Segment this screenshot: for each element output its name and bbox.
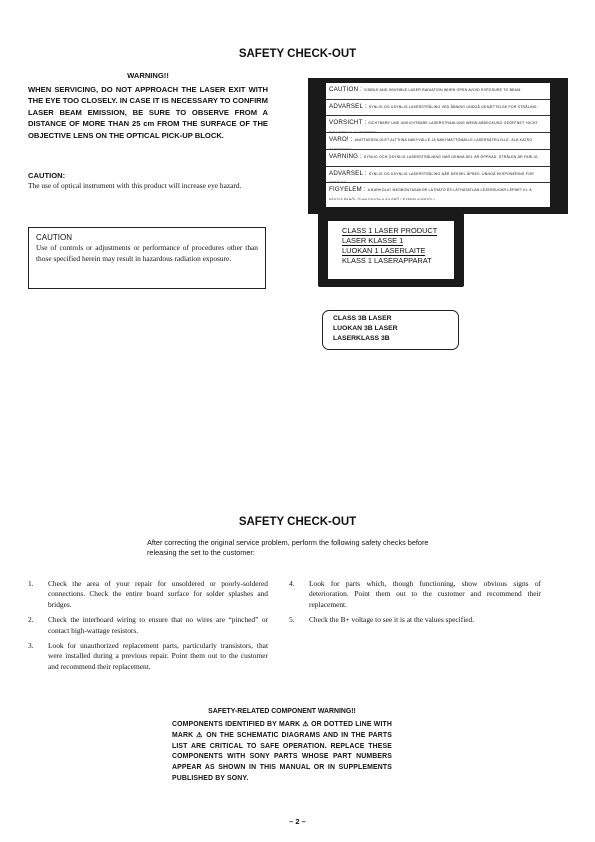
check-step (28, 615, 268, 636)
check-step-number: 3. (28, 641, 34, 651)
check-step-text: Look for parts which, though functioning, show obvious signs of deterioration. Point them out to the customer and recommend their replacement. (309, 579, 541, 609)
laser-warning-label-inner (326, 83, 550, 207)
steps-right-list (289, 579, 541, 631)
section-title-2: SAFETY CHECK-OUT (238, 516, 357, 528)
check-step-number: 2. (28, 615, 34, 625)
check-step-text: Look for unauthorized replacement parts, particularly transistors, that were installed during a previous repair. Point them out to the customer and recommend their replacement. (48, 641, 268, 671)
class3b-label (322, 310, 459, 350)
laser-label-row (326, 116, 550, 133)
class1-label-line: CLASS 1 LASER PRODUCT (342, 226, 438, 235)
check-step-text: Check the interboard wiring to ensure that no wires are “pinched” or contact high-wattage resistors. (48, 615, 268, 635)
warning-body: WHEN SERVICING, DO NOT APPROACH THE LASER EXIT WITH THE EYE TOO CLOSELY. IN CASE IT IS NECESSARY TO CONFIRM LASER BEAM EMISSION, BE SURE TO OBSERVE FROM A DISTANCE OF MORE THAN 25 cm FROM THE SURFACE OF THE OBJECTIVE LENS ON THE OPTICAL PICK-UP BLOCK. (28, 85, 268, 140)
laser-label-row-text: AVATTAESSA OLET ALTTIINA NÄKYVÄLLE JA NÄKYMÄTTÖMÄLLE LASERSÄTEILYLLE. ÄLÄ KATSO SÄTEESEEN. (329, 138, 533, 150)
laser-label-row (326, 83, 550, 100)
laser-label-row-heading: VARO! : (329, 136, 355, 144)
page-number: – 2 – (289, 817, 306, 826)
caution-box-body: Use of controls or adjustments or performance of procedures other than those specified herein may result in hazardous radiation exposure. (36, 243, 258, 263)
caution-box (28, 227, 266, 289)
class3b-label-line: CLASS 3B LASER (333, 315, 392, 322)
laser-label-row (326, 100, 550, 117)
class1-label-line: KLASS 1 LASERAPPARAT (342, 256, 432, 265)
check-step-text: Check the B+ voltage to see it is at the values specified. (309, 615, 475, 625)
laser-label-row (326, 133, 550, 150)
check-step (28, 579, 268, 610)
component-warning-body: COMPONENTS IDENTIFIED BY MARK ⚠ OR DOTTED LINE WITH MARK ⚠ ON THE SCHEMATIC DIAGRAMS AND IN THE PARTS LIST ARE CRITICAL TO SAFE OPERATION. REPLACE THESE COMPONENTS WITH SONY PARTS WHOSE PART NUMBERS APPEAR AS SHOWN IN THIS MANUAL OR IN SUPPLEMENTS PUBLISHED BY SONY. (172, 721, 392, 782)
page-title: SAFETY CHECK-OUT (238, 48, 357, 60)
laser-label-row-heading: VARNING : (329, 152, 364, 160)
check-step-number: 5. (289, 615, 295, 625)
check-step-text: Check the area of your repair for unsoldered or poorly-soldered connections. Check the entire board surface for solder splashes and bridges. (48, 579, 268, 609)
caution-body: The use of optical instrument with this product will increase eye hazard. (28, 181, 242, 190)
class1-label-line: LUOKAN 1 LASERLAITE (342, 246, 426, 255)
laser-label-row-heading: ADVARSEL : (329, 169, 369, 177)
laser-label-row-text: A BURKOLAT MEGBONTÁSAKOR LÁTHATÓ ÉS LÁTHATATLAN LÉZERSUGÁR LÉPHET KI. A KÉSZÜLÉKBŐL ÓVAKODJON A KILÉPŐ LÉZERSUGÁRTÓL! (329, 188, 532, 200)
laser-warning-label (308, 78, 568, 214)
laser-label-row-heading: FIGYELEM : (329, 186, 368, 194)
laser-label-row-text: SYNLIG OCH OSYNLIG LASERSTRÅLNING NÄR DENNA DEL ÄR ÖPPNAD. STRÅLEN ÄR FARLIG. (363, 154, 539, 159)
component-warning-title: SAFETY-RELATED COMPONENT WARNING!! (208, 708, 356, 715)
caution-box-title: CAUTION (36, 233, 72, 242)
class3b-label-line: LUOKAN 3B LASER (333, 325, 398, 332)
steps-left-list (28, 579, 268, 677)
laser-label-row-text: SYNLIG OG USYNLIG LASERSTRÅLING NÅR DEKSEL ÅPNES. UNNGÅ EKSPONERING FOR STRÅLEN. (329, 171, 534, 184)
check-step (289, 615, 541, 625)
caution-title: CAUTION: (28, 171, 66, 180)
laser-label-row-heading: ADVARSEL : (329, 102, 369, 110)
check-step-number: 1. (28, 579, 34, 588)
laser-label-row-heading: VORSICHT : (329, 119, 369, 127)
class3b-label-line: LASERKLASS 3B (333, 335, 390, 342)
laser-label-row-heading: CAUTION : (329, 86, 365, 93)
check-step (289, 579, 541, 610)
laser-label-row (326, 150, 550, 167)
class1-label (318, 213, 464, 287)
class1-label-line: LASER KLASSE 1 (342, 236, 404, 245)
laser-label-row-text: SICHTBARE UND UNSICHTBARE LASERSTRAHLUNG WENN ABDECKUNG GEÖFFNET. NICHT DEM STRAHL AUSSETZEN. (329, 121, 538, 134)
laser-label-row (326, 167, 550, 184)
warning-title: WARNING!! (127, 71, 169, 80)
check-step (28, 641, 268, 672)
laser-label-row (326, 183, 550, 200)
laser-label-row-text: SYNLIG OG USYNLIG LASERSTRÅLING VED ÅBNING UNDGÅ UDSÆTTELSE FOR STRÅLING. (368, 104, 538, 109)
check-step-number: 4. (289, 579, 295, 588)
class1-label-inner (328, 221, 454, 279)
laser-label-row-text: VISIBLE AND INVISIBLE LASER RADIATION WHEN OPEN AVOID EXPOSURE TO BEAM. (364, 88, 522, 92)
section-intro: After correcting the original service problem, perform the following safety checks before releasing the set to the customer: (147, 538, 429, 558)
